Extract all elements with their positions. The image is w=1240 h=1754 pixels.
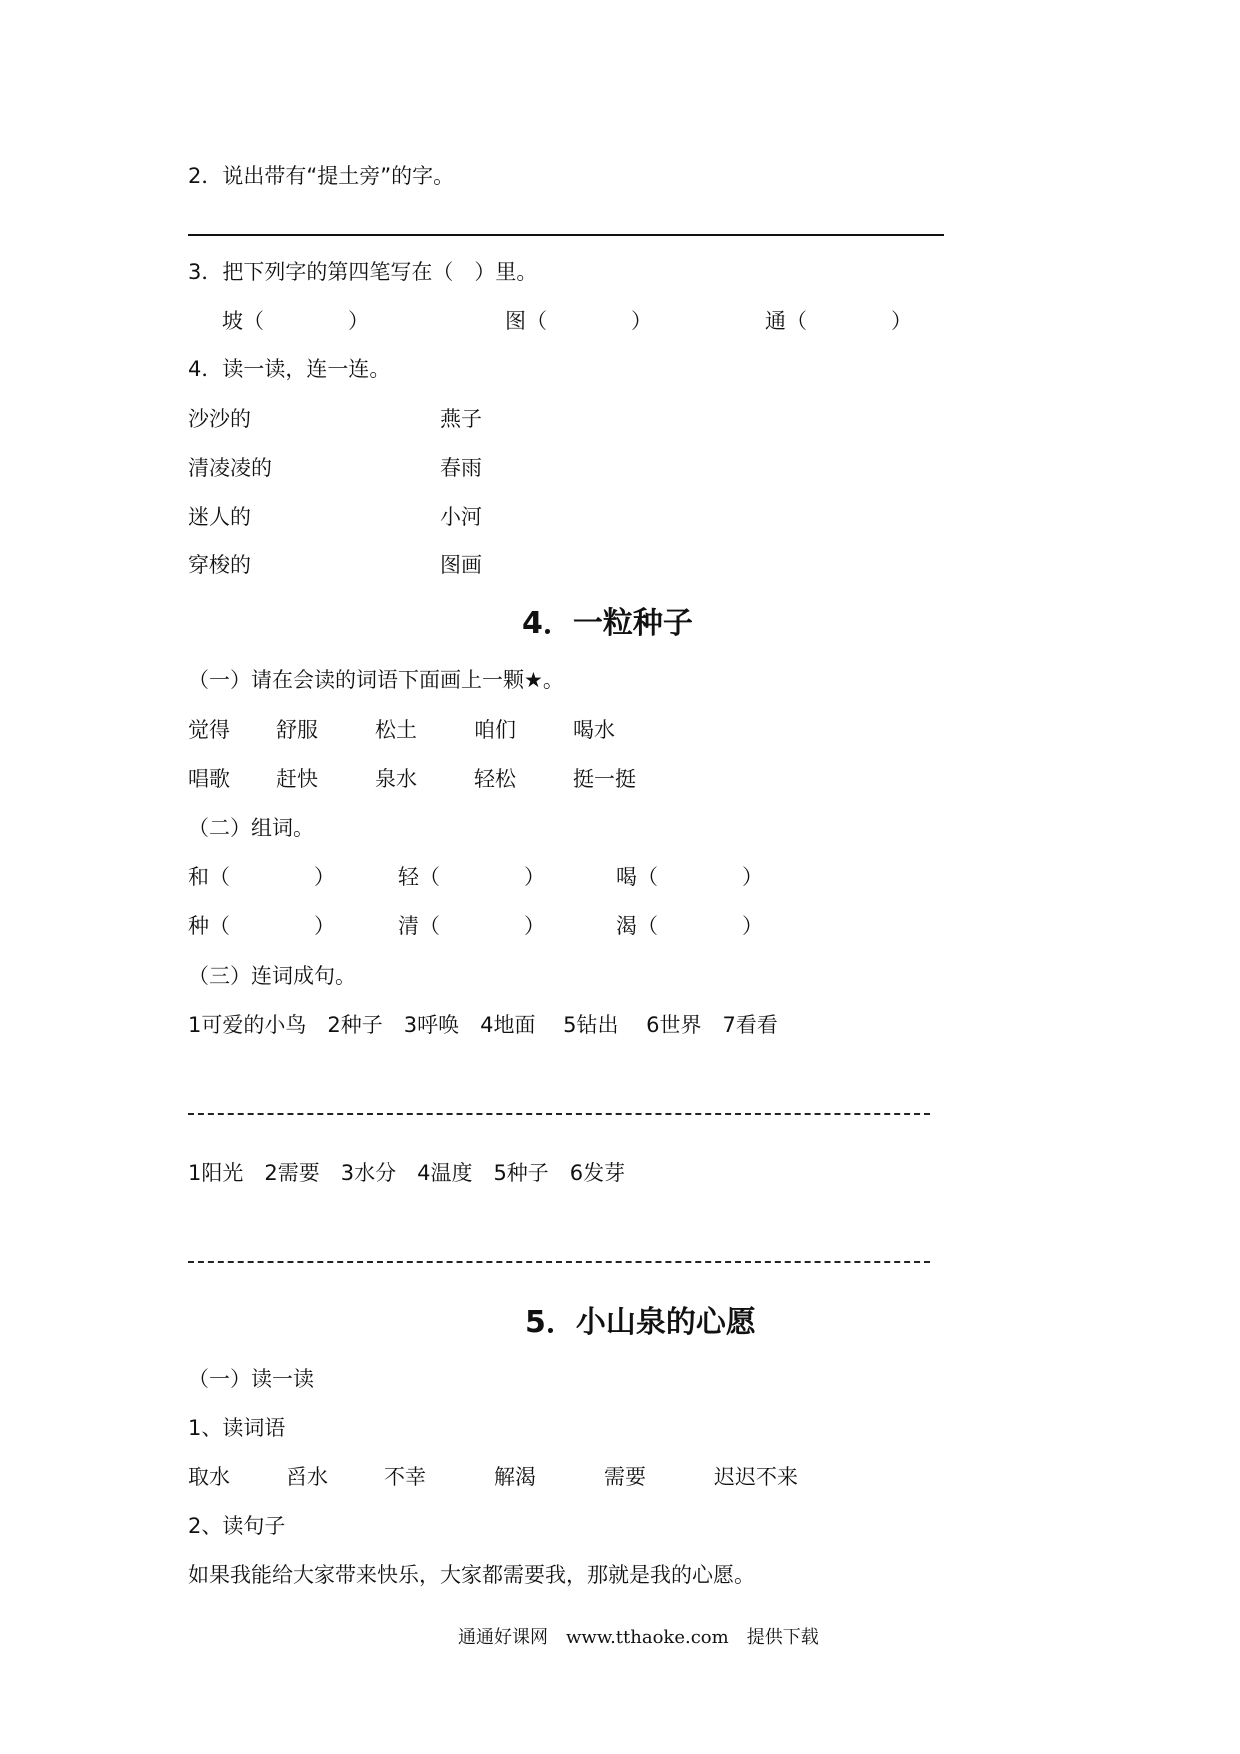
match-right: 春雨	[440, 456, 482, 480]
match-left: 沙沙的	[188, 407, 251, 431]
sentence-words-1: 1可爱的小鸟 2种子 3呼唤 4地面 5钻出 6世界 7看看	[188, 1013, 778, 1037]
zuci-item: 和（ ）	[188, 865, 335, 889]
match-left: 迷人的	[188, 505, 251, 529]
vocab-word: 松土	[375, 718, 417, 742]
lesson5-sub2: 2、读句子	[188, 1514, 286, 1538]
vocab-word: 需要	[604, 1465, 646, 1489]
zuci-item: 渴（ ）	[616, 914, 763, 938]
match-right: 燕子	[440, 407, 482, 431]
vocab-word: 唱歌	[188, 767, 230, 791]
vocab-word: 挺一挺	[573, 767, 636, 791]
match-right: 小河	[440, 505, 482, 529]
vocab-word: 不幸	[384, 1465, 426, 1489]
vocab-word: 喝水	[573, 718, 615, 742]
lesson4-part3: （三）连词成句。	[188, 964, 356, 988]
vocab-word: 赶快	[276, 767, 318, 791]
zuci-item: 种（ ）	[188, 914, 335, 938]
lesson5-sentence: 如果我能给大家带来快乐，大家都需要我，那就是我的心愿。	[188, 1563, 755, 1587]
vocab-word: 取水	[188, 1465, 230, 1489]
zuci-item: 喝（ ）	[616, 865, 763, 889]
question-2: 2．说出带有“提土旁”的字。	[188, 164, 455, 188]
lesson4-part1: （一）请在会读的词语下面画上一颗★。	[188, 668, 564, 692]
vocab-word: 轻松	[474, 767, 516, 791]
q3-item: 通（ ）	[765, 309, 912, 333]
vocab-word: 泉水	[375, 767, 417, 791]
zuci-item: 清（ ）	[398, 914, 545, 938]
sentence-words-2: 1阳光 2需要 3水分 4温度 5种子 6发芽	[188, 1161, 626, 1185]
lesson5-part1: （一）读一读	[188, 1367, 314, 1391]
lesson4-part2: （二）组词。	[188, 816, 314, 840]
vocab-word: 迟迟不来	[714, 1465, 798, 1489]
answer-line	[188, 234, 944, 236]
q3-item: 坡（ ）	[222, 309, 369, 333]
question-3: 3．把下列字的第四笔写在（ ）里。	[188, 260, 538, 284]
vocab-word: 咱们	[474, 718, 516, 742]
vocab-word: 舒服	[276, 718, 318, 742]
answer-line	[188, 1261, 930, 1263]
match-left: 穿梭的	[188, 553, 251, 577]
zuci-item: 轻（ ）	[398, 865, 545, 889]
vocab-word: 觉得	[188, 718, 230, 742]
lesson4-title: 4．一粒种子	[522, 606, 693, 641]
match-left: 清凌凌的	[188, 456, 272, 480]
question-4: 4．读一读，连一连。	[188, 357, 391, 381]
lesson5-title: 5．小山泉的心愿	[525, 1305, 756, 1340]
footer-source: 通通好课网 www.tthaoke.com 提供下载	[458, 1627, 819, 1648]
match-right: 图画	[440, 553, 482, 577]
answer-line	[188, 1113, 930, 1115]
lesson5-sub1: 1、读词语	[188, 1416, 286, 1440]
vocab-word: 舀水	[286, 1465, 328, 1489]
q3-item: 图（ ）	[505, 309, 652, 333]
vocab-word: 解渴	[494, 1465, 536, 1489]
